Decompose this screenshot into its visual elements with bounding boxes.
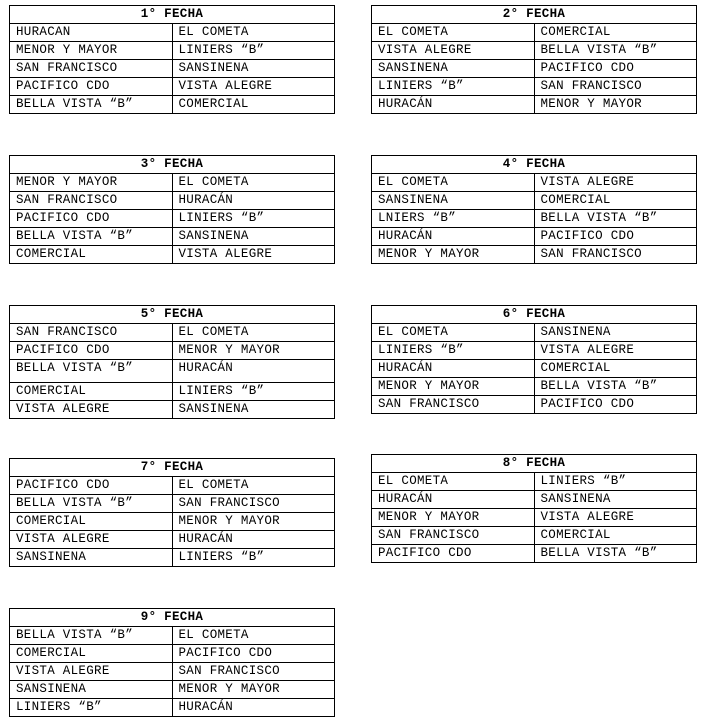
fixture-table-3: [9, 155, 335, 264]
match-row: [10, 531, 335, 549]
match-row: [372, 60, 697, 78]
away-team: BELLA VISTA “B”: [534, 545, 697, 563]
fixture-title: 9° FECHA: [10, 609, 335, 627]
home-team: LINIERS “B”: [10, 699, 173, 717]
fixture-table-1: [9, 5, 335, 114]
home-team: MENOR Y MAYOR: [372, 246, 535, 264]
away-team: EL COMETA: [172, 24, 335, 42]
away-team: MENOR Y MAYOR: [172, 513, 335, 531]
match-row: [372, 378, 697, 396]
away-team: SANSINENA: [172, 228, 335, 246]
match-row: [372, 210, 697, 228]
home-team: SANSINENA: [372, 60, 535, 78]
fixture-title: 8° FECHA: [372, 455, 697, 473]
away-team: COMERCIAL: [172, 96, 335, 114]
fixture-table-2: [371, 5, 697, 114]
away-team: HURACÁN: [172, 360, 335, 383]
away-team: BELLA VISTA “B”: [534, 42, 697, 60]
home-team: MENOR Y MAYOR: [10, 174, 173, 192]
away-team: LINIERS “B”: [172, 383, 335, 401]
match-row: [372, 192, 697, 210]
away-team: SAN FRANCISCO: [172, 495, 335, 513]
home-team: LINIERS “B”: [372, 78, 535, 96]
match-row: [10, 699, 335, 717]
fixture-title: 3° FECHA: [10, 156, 335, 174]
home-team: BELLA VISTA “B”: [10, 627, 173, 645]
home-team: COMERCIAL: [10, 246, 173, 264]
away-team: LINIERS “B”: [172, 549, 335, 567]
away-team: SANSINENA: [534, 491, 697, 509]
away-team: SANSINENA: [172, 401, 335, 419]
away-team: COMERCIAL: [534, 360, 697, 378]
fixture-title: 7° FECHA: [10, 459, 335, 477]
match-row: [372, 174, 697, 192]
home-team: SANSINENA: [10, 549, 173, 567]
away-team: HURACÁN: [172, 192, 335, 210]
home-team: VISTA ALEGRE: [10, 401, 173, 419]
match-row: [10, 60, 335, 78]
away-team: SANSINENA: [534, 324, 697, 342]
match-row: [10, 78, 335, 96]
away-team: MENOR Y MAYOR: [534, 96, 697, 114]
home-team: MENOR Y MAYOR: [10, 42, 173, 60]
away-team: SAN FRANCISCO: [172, 663, 335, 681]
match-row: [372, 24, 697, 42]
match-row: [10, 228, 335, 246]
home-team: HURACÁN: [372, 96, 535, 114]
match-row: [10, 210, 335, 228]
away-team: PACIFICO CDO: [534, 60, 697, 78]
match-row: [10, 192, 335, 210]
match-row: [10, 401, 335, 419]
away-team: VISTA ALEGRE: [534, 509, 697, 527]
home-team: BELLA VISTA “B”: [10, 228, 173, 246]
home-team: EL COMETA: [372, 174, 535, 192]
match-row: [372, 396, 697, 414]
match-row: [372, 96, 697, 114]
match-row: [372, 228, 697, 246]
home-team: SANSINENA: [372, 192, 535, 210]
match-row: [372, 491, 697, 509]
away-team: VISTA ALEGRE: [172, 78, 335, 96]
match-row: [10, 42, 335, 60]
home-team: HURACÁN: [372, 228, 535, 246]
away-team: EL COMETA: [172, 627, 335, 645]
away-team: EL COMETA: [172, 324, 335, 342]
match-row: [10, 324, 335, 342]
match-row: [10, 24, 335, 42]
away-team: LINIERS “B”: [172, 210, 335, 228]
home-team: VISTA ALEGRE: [10, 663, 173, 681]
fixture-table-8: [371, 454, 697, 563]
away-team: LINIERS “B”: [172, 42, 335, 60]
match-row: [372, 342, 697, 360]
match-row: [372, 545, 697, 563]
match-row: [10, 645, 335, 663]
home-team: PACIFICO CDO: [10, 342, 173, 360]
home-team: COMERCIAL: [10, 513, 173, 531]
home-team: COMERCIAL: [10, 645, 173, 663]
match-row: [10, 681, 335, 699]
away-team: BELLA VISTA “B”: [534, 210, 697, 228]
match-row: [10, 174, 335, 192]
away-team: PACIFICO CDO: [172, 645, 335, 663]
home-team: PACIFICO CDO: [10, 78, 173, 96]
away-team: EL COMETA: [172, 174, 335, 192]
fixture-title: 2° FECHA: [372, 6, 697, 24]
fixture-title: 6° FECHA: [372, 306, 697, 324]
away-team: COMERCIAL: [534, 527, 697, 545]
fixture-table-9: [9, 608, 335, 717]
home-team: PACIFICO CDO: [10, 210, 173, 228]
home-team: COMERCIAL: [10, 383, 173, 401]
home-team: HURACÁN: [372, 491, 535, 509]
home-team: BELLA VISTA “B”: [10, 495, 173, 513]
match-row: [10, 627, 335, 645]
match-row: [10, 246, 335, 264]
fixture-title: 4° FECHA: [372, 156, 697, 174]
fixture-table-7: [9, 458, 335, 567]
home-team: PACIFICO CDO: [10, 477, 173, 495]
away-team: COMERCIAL: [534, 192, 697, 210]
match-row: [10, 477, 335, 495]
away-team: COMERCIAL: [534, 24, 697, 42]
fixture-table-5: [9, 305, 335, 419]
match-row: [372, 246, 697, 264]
fixture-table-6: [371, 305, 697, 414]
away-team: BELLA VISTA “B”: [534, 378, 697, 396]
away-team: MENOR Y MAYOR: [172, 681, 335, 699]
home-team: SANSINENA: [10, 681, 173, 699]
home-team: MENOR Y MAYOR: [372, 378, 535, 396]
home-team: SAN FRANCISCO: [372, 527, 535, 545]
match-row: [372, 473, 697, 491]
match-row: [10, 383, 335, 401]
home-team: SAN FRANCISCO: [10, 60, 173, 78]
match-row: [10, 360, 335, 383]
match-row: [10, 342, 335, 360]
fixture-title: 5° FECHA: [10, 306, 335, 324]
away-team: VISTA ALEGRE: [534, 174, 697, 192]
home-team: LNIERS “B”: [372, 210, 535, 228]
match-row: [10, 663, 335, 681]
home-team: BELLA VISTA “B”: [10, 96, 173, 114]
fixture-table-4: [371, 155, 697, 264]
home-team: HURACAN: [10, 24, 173, 42]
away-team: EL COMETA: [172, 477, 335, 495]
match-row: [372, 324, 697, 342]
match-row: [10, 495, 335, 513]
away-team: HURACÁN: [172, 531, 335, 549]
away-team: HURACÁN: [172, 699, 335, 717]
home-team: VISTA ALEGRE: [10, 531, 173, 549]
match-row: [372, 509, 697, 527]
away-team: PACIFICO CDO: [534, 396, 697, 414]
fixture-title: 1° FECHA: [10, 6, 335, 24]
home-team: MENOR Y MAYOR: [372, 509, 535, 527]
match-row: [10, 549, 335, 567]
home-team: SAN FRANCISCO: [372, 396, 535, 414]
away-team: LINIERS “B”: [534, 473, 697, 491]
home-team: EL COMETA: [372, 24, 535, 42]
away-team: SANSINENA: [172, 60, 335, 78]
home-team: EL COMETA: [372, 473, 535, 491]
match-row: [372, 78, 697, 96]
away-team: VISTA ALEGRE: [534, 342, 697, 360]
match-row: [372, 42, 697, 60]
home-team: SAN FRANCISCO: [10, 324, 173, 342]
home-team: PACIFICO CDO: [372, 545, 535, 563]
match-row: [372, 527, 697, 545]
home-team: BELLA VISTA “B”: [10, 360, 173, 383]
home-team: HURACÁN: [372, 360, 535, 378]
match-row: [10, 513, 335, 531]
away-team: MENOR Y MAYOR: [172, 342, 335, 360]
home-team: SAN FRANCISCO: [10, 192, 173, 210]
away-team: VISTA ALEGRE: [172, 246, 335, 264]
home-team: EL COMETA: [372, 324, 535, 342]
home-team: LINIERS “B”: [372, 342, 535, 360]
away-team: SAN FRANCISCO: [534, 246, 697, 264]
home-team: VISTA ALEGRE: [372, 42, 535, 60]
match-row: [10, 96, 335, 114]
away-team: SAN FRANCISCO: [534, 78, 697, 96]
match-row: [372, 360, 697, 378]
away-team: PACIFICO CDO: [534, 228, 697, 246]
